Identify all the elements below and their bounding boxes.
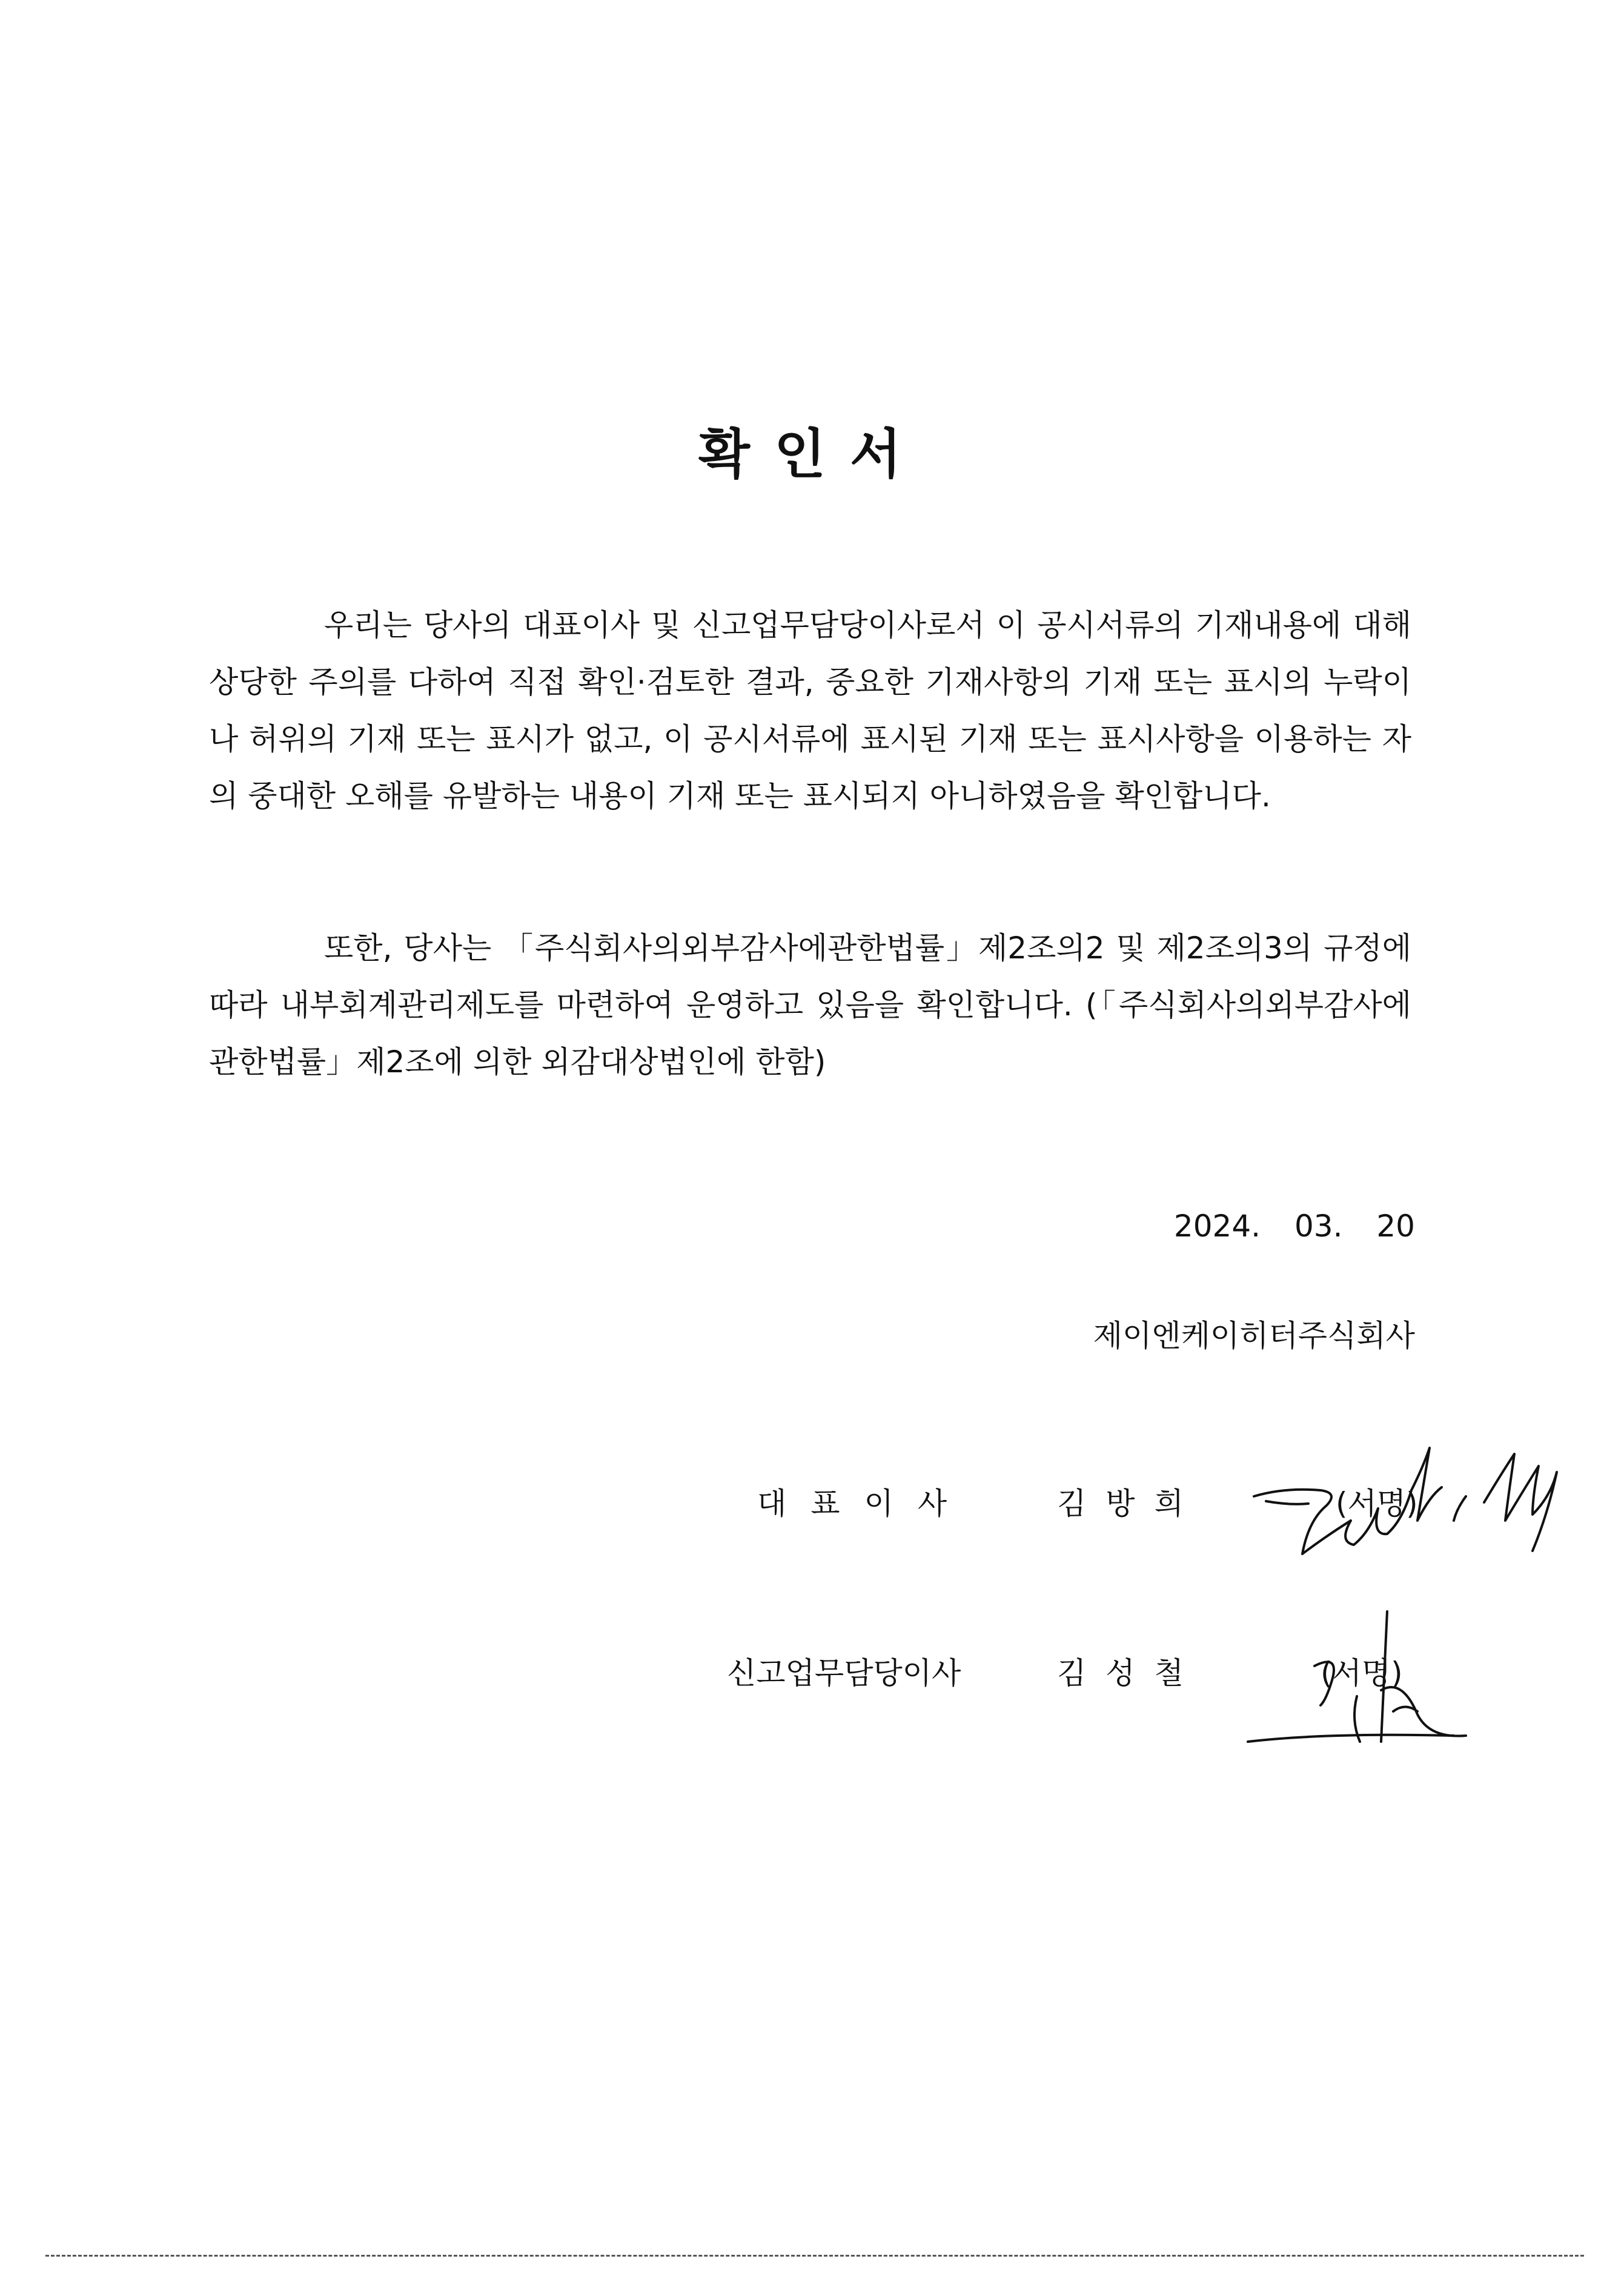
disclosure-officer-handwritten-signature <box>1236 1599 1502 1757</box>
disclosure-officer-role-label: 신고업무담당이사 <box>727 1656 961 1691</box>
disclosure-officer-name: 김성철 <box>1057 1656 1203 1691</box>
ceo-name: 김방희 <box>1057 1486 1203 1521</box>
document-title: 확인서 <box>698 423 926 485</box>
company-name: 제이엔케이히터주식회사 <box>1093 1318 1415 1353</box>
internal-control-paragraph: 또한, 당사는 「주식회사의외부감사에관한법률」제2조의2 및 제2조의3의 규정에 따라 내부회계관리제도를 마련하여 운영하고 있음을 확인합니다. (「주식회사의외부감사에관한법률」제2조에 의한 외감대상법인에 한함) <box>209 931 1411 1080</box>
confirmation-paragraph: 우리는 당사의 대표이사 및 신고업무담당이사로서 이 공시서류의 기재내용에 대해 상당한 주의를 다하여 직접 확인·검토한 결과, 중요한 기재사항의 기재 또는 표시의 누락이나 허위의 기재 또는 표시가 없고, 이 공시서류에 표시된 기재 또는 표시사항을 이용하는 자의 중대한 오해를 유발하는 내용이 기재 또는 표시되지 아니하였음을 확인합니다. <box>209 608 1411 814</box>
document-date: 2024. 03. 20 <box>1173 1209 1415 1244</box>
disclosure-officer-signature-mark: (서명) <box>1321 1656 1403 1691</box>
ceo-signature-mark: (서명) <box>1336 1486 1418 1521</box>
ceo-handwritten-signature <box>1248 1430 1563 1575</box>
footer-divider <box>45 2255 1584 2257</box>
ceo-role-label: 대표이사 <box>757 1486 972 1521</box>
